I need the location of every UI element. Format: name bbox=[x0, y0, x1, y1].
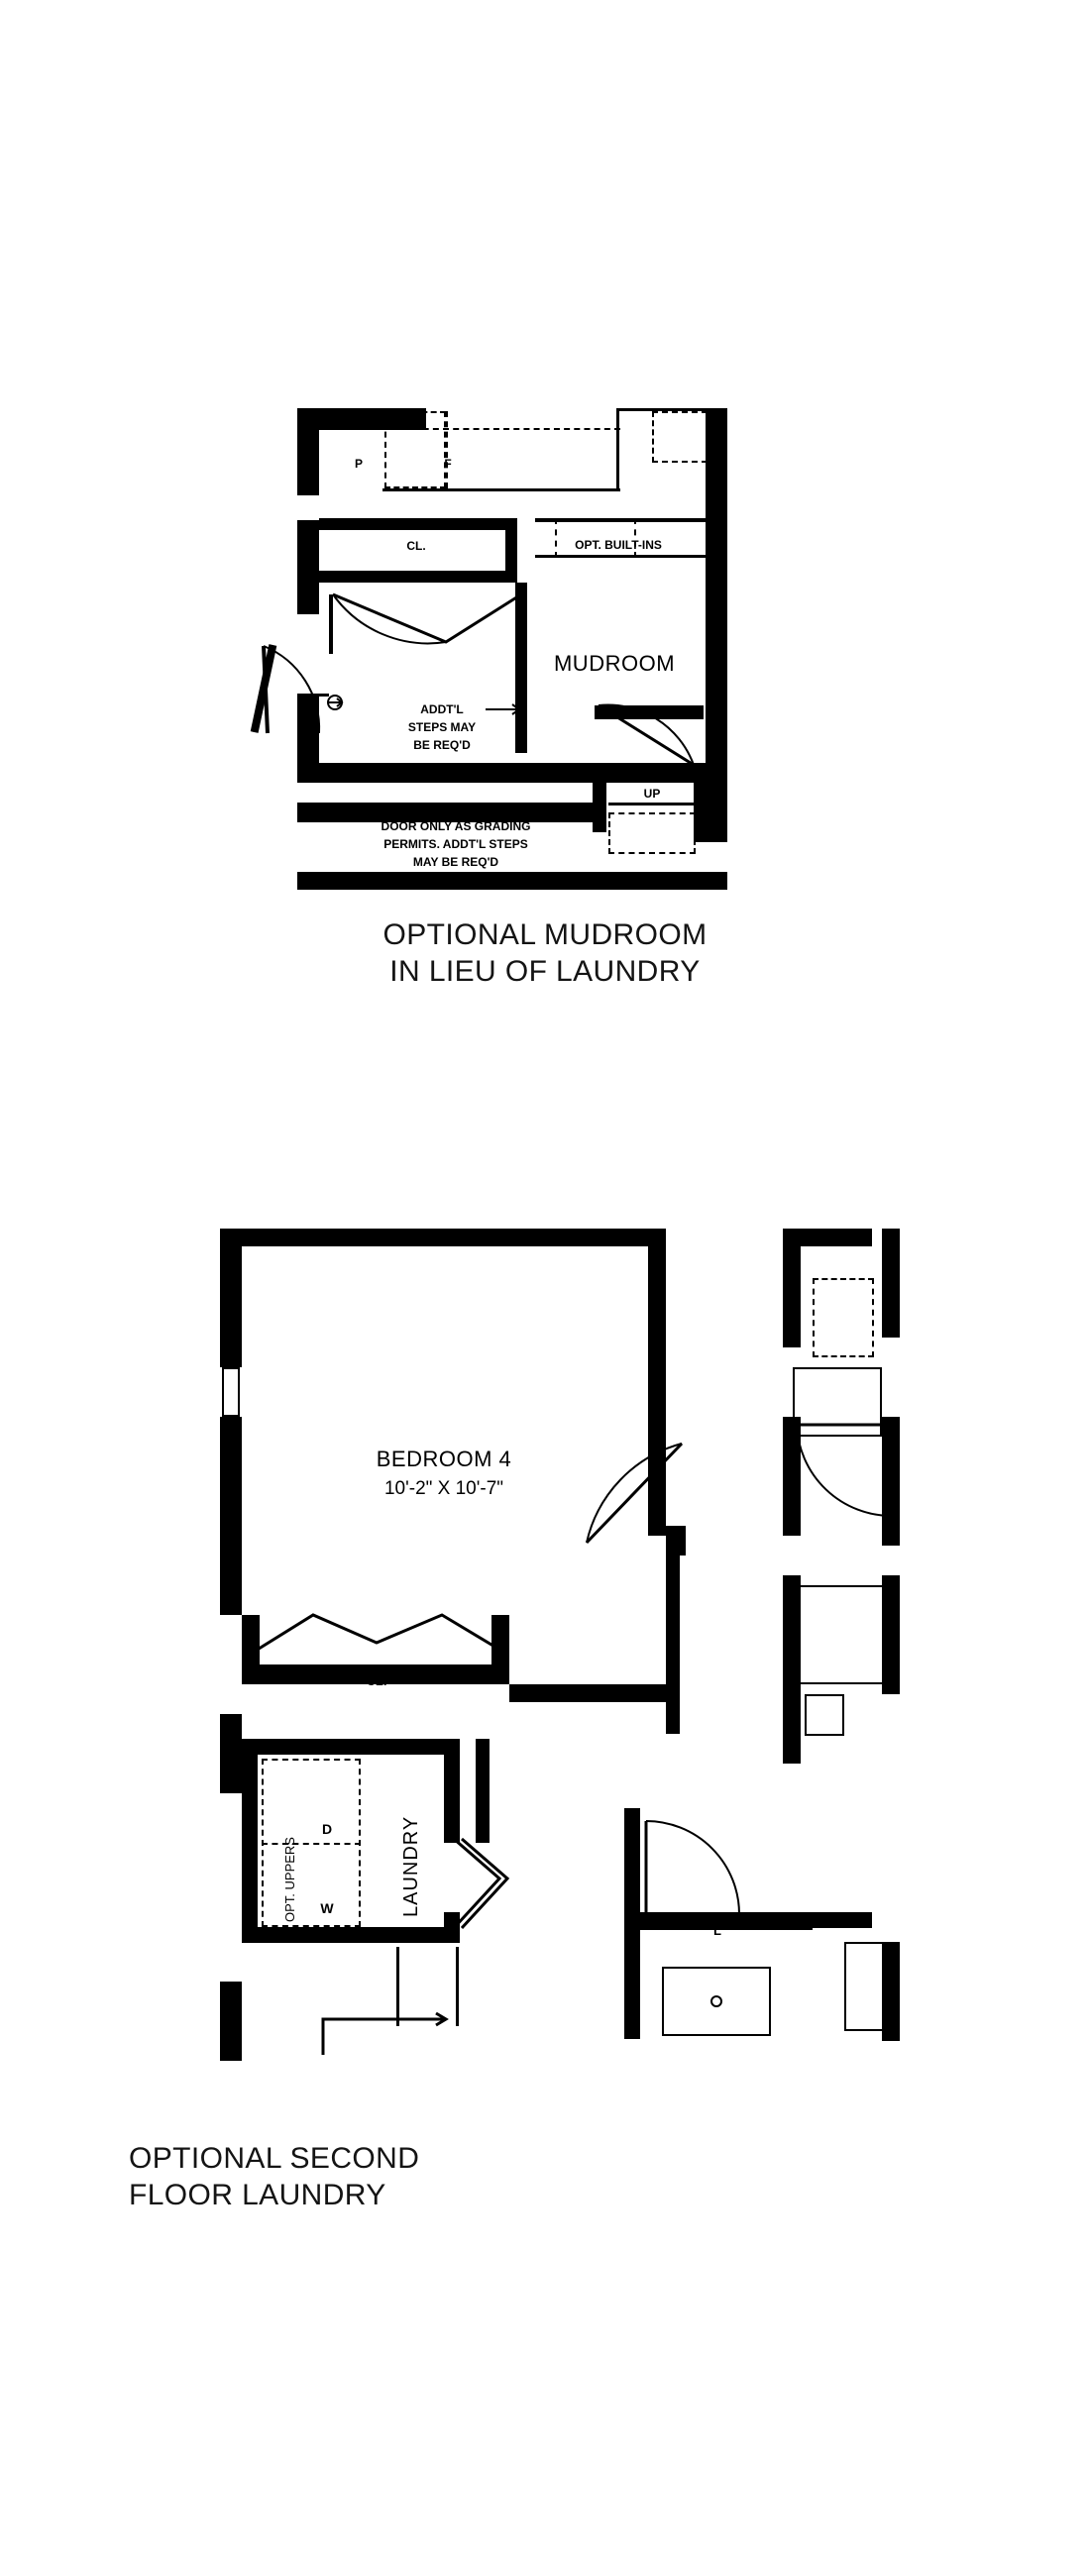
vanity-fixture bbox=[791, 1585, 886, 1684]
wall-bottom bbox=[297, 763, 727, 783]
label-opt-built-ins: OPT. BUILT-INS bbox=[575, 538, 662, 552]
wall2-laundry-doorjamb bbox=[476, 1739, 490, 1843]
note-addtl-steps-1: ADDT'L bbox=[420, 702, 464, 716]
wall2-laundry-right-upper bbox=[444, 1739, 460, 1843]
closet-bifold-doors bbox=[248, 1597, 515, 1666]
label-down-stair: DN bbox=[297, 693, 316, 707]
note-addtl-steps-2: STEPS MAY bbox=[407, 720, 477, 734]
wall2-left-top bbox=[220, 1229, 242, 1367]
wall2-laundry-top bbox=[242, 1739, 460, 1755]
wall2-lower-right bbox=[813, 1912, 872, 1928]
down-arrow-icon bbox=[325, 692, 349, 713]
wall2-top bbox=[220, 1229, 666, 1246]
room-label-mudroom: MUDROOM bbox=[553, 651, 676, 676]
upper-cabinet-dash bbox=[382, 428, 620, 430]
label2-closet: CL. bbox=[366, 1673, 387, 1688]
label-washer: W bbox=[320, 1900, 334, 1916]
wall-closet-top bbox=[319, 518, 517, 530]
wall2-linen-left bbox=[624, 1930, 640, 2039]
builtins-top-line bbox=[535, 518, 706, 522]
note-door-grading-3: MAY BE REQ'D bbox=[412, 855, 499, 869]
wall2-far-right-a bbox=[882, 1229, 900, 1338]
note-addtl-steps-3: BE REQ'D bbox=[413, 738, 471, 752]
toilet-fixture bbox=[805, 1694, 844, 1736]
stair2-line-b bbox=[456, 1947, 459, 2026]
plan-title-mudroom bbox=[178, 916, 912, 990]
plan-title-mudroom-line2: IN LIEU OF LAUNDRY bbox=[389, 955, 701, 989]
plan-title-laundry-line1: OPTIONAL SECOND bbox=[129, 2142, 420, 2175]
wall2-bath-left-top bbox=[783, 1229, 801, 1347]
label-up-stair: UP bbox=[643, 787, 661, 801]
wall-bottom-right bbox=[694, 783, 727, 842]
label-dryer: D bbox=[321, 1821, 333, 1837]
room-dimensions-bedroom4: 10'-2" X 10'-7" bbox=[383, 1478, 504, 1499]
room-label-laundry: LAUNDRY bbox=[400, 1815, 422, 1917]
label-closet: CL. bbox=[406, 539, 426, 553]
label-pantry: P bbox=[354, 457, 364, 471]
plan-title-laundry-line2: FLOOR LAUNDRY bbox=[129, 2179, 386, 2212]
builtins-dash-1 bbox=[555, 518, 557, 558]
wall2-laundry-left bbox=[242, 1739, 258, 1937]
upper-corner-dash-box bbox=[652, 411, 708, 463]
linen-door-swing bbox=[640, 1813, 749, 1922]
wall-bottom-exterior bbox=[297, 872, 727, 890]
wall2-laundry-bottom bbox=[242, 1927, 460, 1943]
window-bedroom4-b bbox=[222, 1417, 240, 1466]
top-partial-wall bbox=[619, 408, 708, 411]
wall-stair-left bbox=[593, 783, 606, 832]
note-arrow-icon bbox=[486, 701, 525, 717]
wall2-linen-left-up bbox=[624, 1808, 640, 1917]
builtins-bottom-line bbox=[535, 555, 706, 558]
note-door-grading-1: DOOR ONLY AS GRADING bbox=[381, 819, 531, 833]
counter-end bbox=[616, 408, 619, 491]
wall2-left-bottom bbox=[220, 1714, 242, 1793]
bath-closet-dash bbox=[813, 1278, 874, 1357]
room-label-bedroom4: BEDROOM 4 bbox=[376, 1447, 512, 1471]
wall2-far-right-c bbox=[882, 1575, 900, 1694]
wall2-far-right-b bbox=[882, 1417, 900, 1546]
window-bedroom4-a bbox=[222, 1367, 240, 1417]
plan-title-mudroom-line1: OPTIONAL MUDROOM bbox=[382, 918, 708, 951]
stair-line bbox=[608, 803, 694, 805]
wall2-far-right-d bbox=[882, 1942, 900, 2041]
stair2-arrow-icon bbox=[317, 2011, 456, 2061]
laundry-bifold-door bbox=[448, 1833, 517, 1952]
closet-door-swing-arc bbox=[327, 587, 525, 666]
wall2-hall-bottom bbox=[509, 1684, 680, 1702]
label-fridge: F bbox=[444, 457, 452, 471]
note-door-grading-2: PERMITS. ADDT'L STEPS bbox=[383, 837, 528, 851]
counter-line bbox=[382, 488, 620, 491]
opt-uppers-divider bbox=[262, 1843, 361, 1845]
label-opt-uppers: OPT. UPPERS bbox=[282, 1837, 297, 1922]
wall2-bath-top bbox=[783, 1229, 872, 1246]
stair-dash-box bbox=[608, 812, 696, 854]
label-linen: L bbox=[713, 1923, 721, 1938]
pantry-box bbox=[384, 411, 446, 488]
plan-title-laundry bbox=[129, 2140, 684, 2213]
wall-left-lower bbox=[297, 520, 319, 614]
wall-closet-right bbox=[505, 518, 517, 583]
pantry-divider bbox=[446, 411, 448, 488]
shower-drain-icon bbox=[662, 1967, 771, 2036]
wall-closet-bottom bbox=[319, 571, 517, 583]
wall2-hall-left bbox=[666, 1536, 680, 1734]
wall2-left-lower bbox=[220, 1982, 242, 2061]
